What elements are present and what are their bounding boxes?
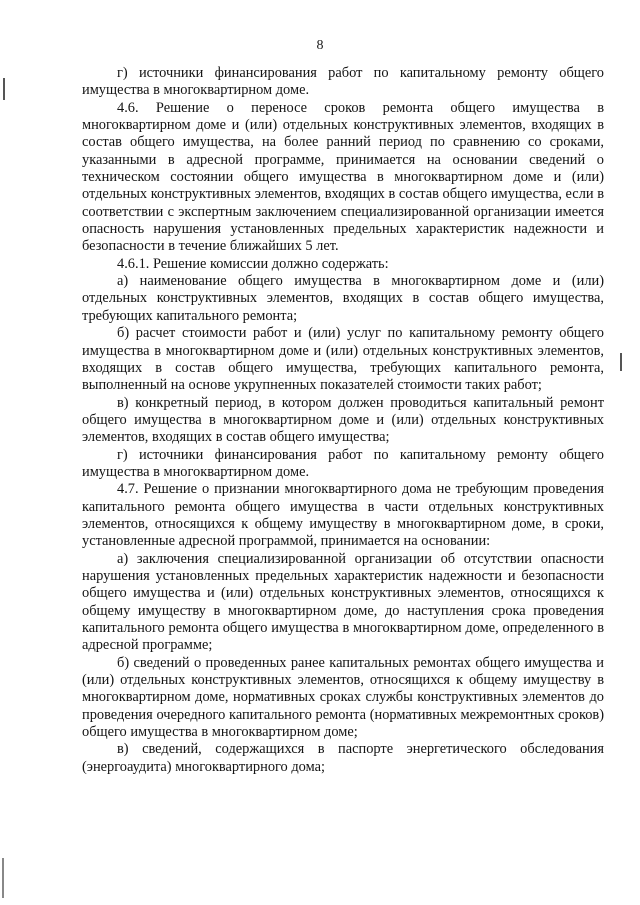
list-item-a: а) наименование общего имущества в многоквартирном доме и (или) отдельных конструктивных элементов, входящих в состав общего имущества, требующих капитального ремонта; [82, 273, 604, 324]
list-item-v: в) конкретный период, в котором должен проводиться капитальный ремонт общего имущества в многоквартирном доме и (или) отдельных конструктивных элементов, входящих в состав общего имущества; [82, 394, 604, 446]
list-item-g: г) источники финансирования работ по капитальному ремонту общего имущества в многоквартирном доме. [82, 446, 604, 480]
paragraph-funding-sources: г) источники финансирования работ по капитальному ремонту общего имущества в многоквартирном доме. [82, 65, 604, 99]
paragraph-4-6-1: 4.6.1. Решение комиссии должно содержать: [117, 255, 389, 272]
list-item-v: в) сведений, содержащихся в паспорте энергетического обследования (энергоаудита) многоквартирного дома; [82, 741, 604, 775]
scan-artifact-mark [620, 353, 622, 371]
document-body [82, 65, 604, 776]
paragraph-4-7: 4.7. Решение о признании многоквартирного дома не требующим проведения капитального ремонта общего имущества в части отдельных конструктивных элементов, относящихся к общему имуществу в многоквартирном доме, в сроки, установленные адресной программой, принимается на основании: [82, 481, 604, 550]
list-item-b: б) сведений о проведенных ранее капитальных ремонтах общего имущества и (или) отдельных конструктивных элементов, относящихся к общему имуществу в многоквартирном доме, нормативных сроках службы конструктивных элементов до проведения очередного капитального ремонта (нормативных межремонтных сроков) общего имущества в многоквартирном доме; [82, 654, 604, 741]
scan-artifact-mark [2, 858, 4, 898]
paragraph-4-6: 4.6. Решение о переносе сроков ремонта общего имущества в многоквартирном доме и (или) отдельных конструктивных элементов, входящих в состав общего имущества, на более ранний период по сравнению со сроками, указанными в адресной программе, принимается на основании сведений о техническом состоянии общего имущества в многоквартирном доме и (или) отдельных конструктивных элементов, входящих в состав общего имущества, если в соответствии с экспертным заключением специализированной организации имеется опасность нарушения установленных предельных характеристик надежности и безопасности в течение ближайших 5 лет. [82, 99, 604, 255]
list-item-a: а) заключения специализированной организации об отсутствии опасности нарушения установленных предельных характеристик надежности и безопасности общего имущества и (или) отдельных конструктивных элементов, относящихся к общему имуществу в многоквартирном доме, до наступления срока проведения капитального ремонта общего имущества в многоквартирном доме, определенного в адресной программе; [82, 550, 604, 654]
scan-artifact-mark [3, 78, 5, 100]
page-number: 8 [316, 38, 324, 53]
list-item-b: б) расчет стоимости работ и (или) услуг по капитальному ремонту общего имущества в многоквартирном доме и (или) отдельных конструктивных элементов, входящих в состав общего имущества, требующих капитального ремонта, выполненный на основе укрупненных показателей стоимости таких работ; [82, 325, 604, 394]
